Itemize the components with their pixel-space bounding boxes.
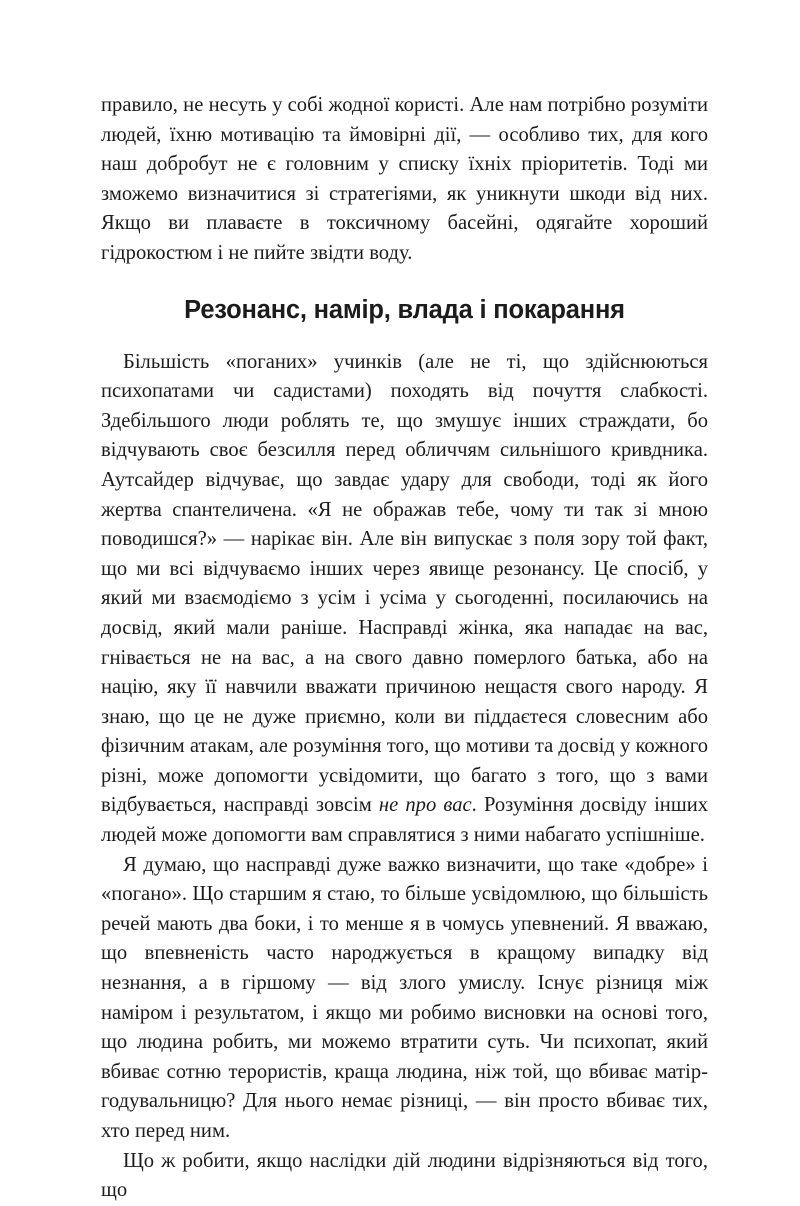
intro-paragraph: правило, не несуть у собі жодної користі. Але нам потрібно розуміти людей, їхню мотивацію та ймовірні дії, — особливо тих, для кого наш добробут не є головним у списку їхніх пріоритетів. Тоді ми зможемо визначитися зі стратегіями, як уникнути шкоди від них. Якщо ви плаваєте в токсичному басейні, одягайте хороший гідрокостюм і не пийте звідти воду. <box>101 94 708 264</box>
body-paragraph-1 <box>101 348 708 851</box>
section-heading: Резонанс, намір, влада і покарання <box>184 295 625 324</box>
paragraph-1-text-start: Більшість «поганих» учинків (але не ті, що здійснюються психопатами чи садистами) походять від почуття слабкості. Здебільшого люди роблять те, що змушує інших страждати, бо відчувають своє безсилля перед обличчям сильнішого кривдника. Аутсайдер відчуває, що завдає удару для свободи, тоді як його жертва спантеличена. «Я не ображав тебе, чому ти так зі мною поводишся?» — нарікає він. Але він випускає з поля зору той факт, що ми всі відчуваємо інших через явище резонансу. Це спосіб, у який ми взаємодіємо з усім і усіма у сьогоденні, посилаючись на досвід, який мали раніше. Насправді жінка, яка нападає на вас, гнівається не на вас, а на свого давно померлого батька, або на націю, яку її навчили вважати причиною нещастя свого народу. Я знаю, що це не дуже приємно, коли ви піддаєтеся словесним або фізичним атакам, але розуміння того, що мотиви та досвід у кожного різні, може допомогти усвідомити, що багато з того, що з вами відбувається, насправді зовсім <box>101 350 708 817</box>
body-paragraph-3: Що ж робити, якщо наслідки дій людини відрізняються від того, що <box>101 1149 708 1202</box>
paragraph-1-italic-phrase: не про вас <box>378 794 472 817</box>
paragraph-1-text-end: . Розуміння досвіду інших людей може допомогти вам справлятися з ними набагато успішніше. <box>101 794 709 847</box>
body-paragraph-2: Я думаю, що насправді дуже важко визначити, що таке «добре» і «погано». Що старшим я стаю, то більше усвідомлюю, що більшість речей мають два боки, і то менше я в чомусь упевнений. Я вважаю, що впевненість часто народжується в кращому випадку від незнання, а в гіршому — від злого умислу. Існує різниця між наміром і результатом, і якщо ми робимо висновки на основі того, що людина робить, ми можемо втратити суть. Чи психопат, який вбиває сотню терористів, краща людина, ніж той, що вбиває матір-годувальницю? Для нього немає різниці, — він просто вбиває тих, хто перед ним. <box>101 853 708 1142</box>
